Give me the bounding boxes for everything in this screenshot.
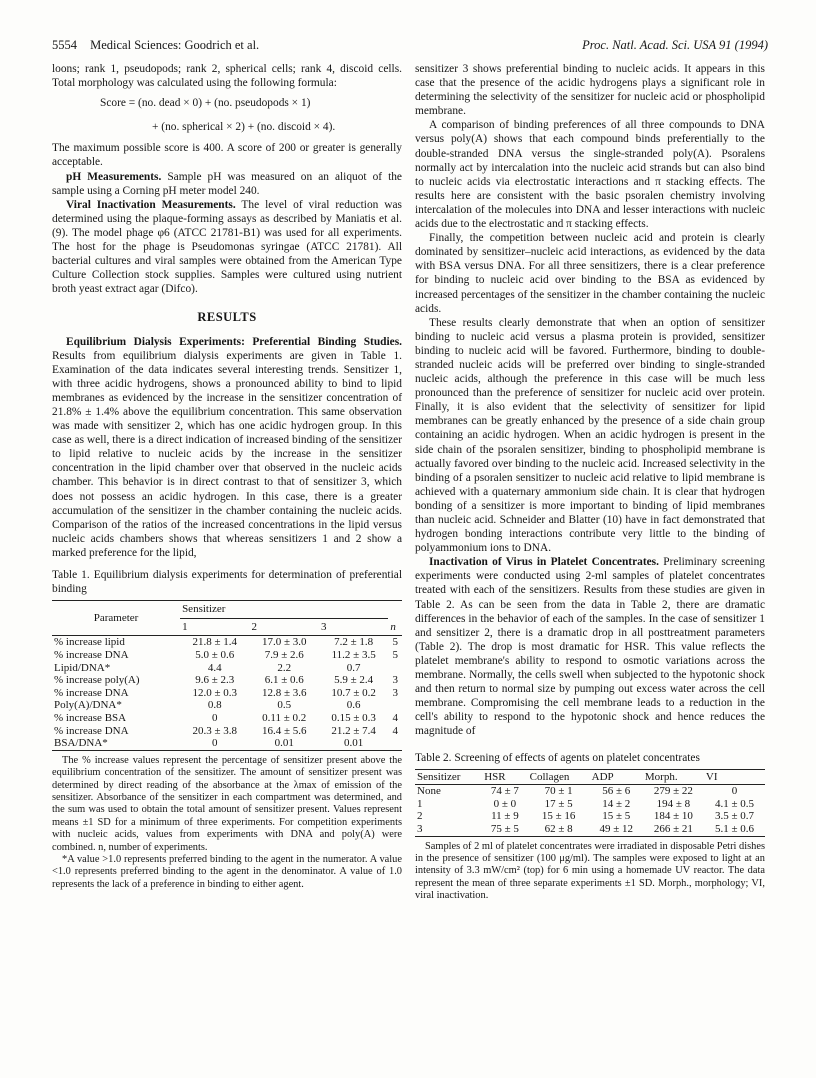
- viral-runin-heading: Viral Inactivation Measurements.: [66, 198, 236, 211]
- table1-cell-parameter: % increase poly(A): [54, 674, 140, 687]
- table2-cell-collagen: 70 ± 1: [544, 785, 573, 798]
- table2-row: [415, 785, 765, 798]
- table2-row: [415, 823, 765, 836]
- table2-body: [415, 785, 765, 836]
- table1-cell-s2: 6.1 ± 0.6: [264, 674, 304, 687]
- table2-row: [415, 798, 765, 811]
- table1-cell-n: 5: [392, 636, 398, 649]
- table1-row: [52, 725, 402, 738]
- table1-cell-n: 3: [392, 686, 398, 699]
- table1-col-3: 3: [319, 618, 388, 636]
- score-paragraph: The maximum possible score is 400. A score of 200 or greater is generally acceptable.: [52, 142, 402, 169]
- table1-caption: Table 1. Equilibrium dialysis experiments for determination of preferential binding: [52, 569, 402, 596]
- table1-cell-s3: 21.2 ± 7.4: [331, 724, 376, 737]
- score-formula: [52, 96, 402, 134]
- table2-cell-hsr: 0 ± 0: [493, 797, 517, 810]
- table2-cell-sensitizer: None: [417, 785, 441, 798]
- table1-cell-s2: 17.0 ± 3.0: [261, 636, 307, 649]
- table2-cell-vi: 3.5 ± 0.7: [714, 810, 754, 823]
- results-heading: RESULTS: [197, 310, 257, 325]
- table1-cell-s2: 7.9 ± 2.6: [264, 648, 304, 661]
- table2-cell-morph: 266 ± 21: [653, 822, 693, 835]
- table1-row: [52, 712, 402, 725]
- table2-cell-adp: 49 ± 12: [599, 822, 634, 835]
- table1-cell-s2: 16.4 ± 5.6: [261, 724, 307, 737]
- table2-cell-sensitizer: 3: [417, 822, 423, 835]
- table2-cell-adp: 14 ± 2: [602, 797, 631, 810]
- table2-cell-hsr: 11 ± 9: [491, 810, 519, 823]
- table1-cell-parameter: Lipid/DNA*: [54, 661, 111, 674]
- table1-cell-parameter: % increase DNA: [54, 648, 129, 661]
- table1-col-sensitizer: Sensitizer: [180, 601, 388, 619]
- right-paragraph-3: Finally, the competition between nucleic acid and protein is clearly dominated by sensitizer–nucleic acid interactions, as evidenced by the data with BSA versus DNA. For all three sensitizers, there is a clear preference for binding to nucleic acid over binding to the BSA as evidenced by increased percentages of the sensitizer in the chamber containing the nucleic acids.: [415, 232, 765, 315]
- table1-cell-n: 3: [392, 674, 398, 687]
- table1-cell-s3: 0.6: [346, 699, 361, 712]
- equilibrium-text: Results from equilibrium dialysis experiments are given in Table 1. Examination of the data indicates several interesting trends. Sensitizer 1, with three acidic hydrogens, shows a pronounced ability to bind to lipid membranes as evidenced by the increase in the sensitizer concentration of 21.8% ± 1.4% above the equilibrium concentration. This same observation was made with sensitizer 2, which has one acidic hydrogen group. In this case as well, there is a direct indication of increased binding of the sensitizer to lipid relative to nucleic acids by the increase in the sensitizer concentration in the lipid chamber over that observed in the nucleic acids chamber. This behavior is in direct contrast to that of sensitizer 3, which does not possess an acidic hydrogen. In this case, there is a greater accumulation of the sensitizer in the chamber containing the nucleic acids. Comparison of the ratios of the increased concentrations in the lipid versus nucleic acids chambers shows that whereas sensitizers 1 and 2 show a marked preference for the lipid,: [52, 349, 402, 559]
- table1-cell-s3: 7.2 ± 1.8: [334, 636, 374, 649]
- formula-line-2: + (no. spherical × 2) + (no. discoid × 4).: [152, 121, 336, 134]
- table2-cell-hsr: 75 ± 5: [490, 822, 519, 835]
- table1-body: [52, 636, 402, 750]
- table1-cell-parameter: % increase BSA: [54, 711, 127, 724]
- table2-col-hsr: HSR: [482, 769, 527, 785]
- table1-cell-n: 4: [392, 724, 398, 737]
- viral-text: The level of viral reduction was determined using the plaque-forming assays as described by Maniatis et al. (9). The model phage φ6 (ATCC 21781-B1) was used for all experiments. The host for the phage is Pseudomonas syringae (ATCC 21781). All bacterial cultures and viral samples were obtained from the American Type Culture Collection stock supplies. Samples were cultured using nutrient broth yeast extract agar (Difco).: [52, 198, 402, 296]
- ph-text: Sample pH was measured on an aliquot of the sample using a Corning pH meter model 240.: [52, 170, 402, 197]
- table1-col-1: 1: [180, 618, 249, 636]
- table1-col-n: n: [390, 620, 396, 633]
- table1-cell-n: 5: [392, 648, 398, 661]
- table1-row: [52, 662, 402, 675]
- table1-cell-s1: 0: [212, 737, 218, 750]
- table1-row: [52, 687, 402, 700]
- table2-col-collagen: Collagen: [528, 769, 590, 785]
- table2-cell-hsr: 74 ± 7: [490, 785, 519, 798]
- table2-caption: Table 2. Screening of effects of agents on platelet concentrates: [415, 751, 700, 764]
- table1-cell-s1: 4.4: [207, 661, 222, 674]
- running-title: Medical Sciences: Goodrich et al.: [90, 38, 260, 52]
- table1-cell-s1: 20.3 ± 3.8: [192, 724, 238, 737]
- table2-col-morph: Morph.: [643, 769, 704, 785]
- table1-cell-s3: 10.7 ± 0.2: [331, 686, 376, 699]
- table1-cell-s1: 0.8: [207, 699, 222, 712]
- table1-cell-s3: 0.15 ± 0.3: [331, 711, 376, 724]
- table2-cell-morph: 279 ± 22: [653, 785, 693, 798]
- viral-paragraph: [52, 198, 402, 297]
- table2-cell-adp: 56 ± 6: [602, 785, 631, 798]
- table1-cell-s2: 0.01: [274, 737, 294, 750]
- ph-runin-heading: pH Measurements.: [66, 170, 162, 183]
- table1-footnote-star: *A value >1.0 represents preferred binding to the agent in the numerator. A value <1.0 represents preferred binding to the agent in the denominator. A value of 1.0 represents the lack of a preference in binding to either agent.: [52, 853, 402, 890]
- table1-cell-s1: 5.0 ± 0.6: [195, 648, 235, 661]
- table2-cell-collagen: 15 ± 16: [541, 810, 576, 823]
- table2: [415, 769, 765, 837]
- table2-cell-adp: 15 ± 5: [602, 810, 631, 823]
- table1-cell-parameter: % increase DNA: [54, 686, 129, 699]
- table2-col-adp: ADP: [590, 769, 643, 785]
- table1-cell-s2: 0.5: [277, 699, 292, 712]
- table1-cell-n: [388, 699, 402, 712]
- intro-paragraph: loons; rank 1, pseudopods; rank 2, spherical cells; rank 4, discoid cells. Total morphology was calculated using the following formula:: [52, 63, 402, 90]
- table1-footnotes: [52, 755, 402, 891]
- table1-row: [52, 636, 402, 649]
- table1-cell-s1: 0: [212, 711, 218, 724]
- equilibrium-runin-heading: Equilibrium Dialysis Experiments: Preferential Binding Studies.: [66, 335, 402, 348]
- table1-footnote-main: The % increase values represent the percentage of sensitizer present above the equilibrium concentration of the sensitizer. The amount of sensitizer present was determined by direct reading of the absorbance at the λmax of emission of the sensitizer. Absorbance of the sensitizer in each compartment was determined, and the sum was used to obtain the total amount of sensitizer present. Values represent means ±1 SD for a minimum of three experiments. For competition experiments with nucleic acids, values from experiments with DNA and poly(A) were combined. n, number of experiments.: [52, 754, 402, 853]
- running-header-left: [52, 38, 259, 53]
- table2-footnote: Samples of 2 ml of platelet concentrates were irradiated in disposable Petri dishes in the presence of sensitizer (100 μg/ml). The samples were exposed to light at an intensity of 3.3 mW/cm² (top) for 6 min using a homemade UV reactor. The data represent the mean of three separate experiments ±1 SD. Morph., morphology; VI, viral inactivation.: [415, 840, 765, 902]
- ph-paragraph: [52, 170, 402, 198]
- right-column: [415, 62, 765, 903]
- table1-cell-s3: 0.01: [344, 737, 364, 750]
- inactivation-paragraph: [415, 555, 765, 738]
- formula-line-1: Score = (no. dead × 0) + (no. pseudopods × 1): [100, 97, 311, 110]
- page-number: 5554: [52, 38, 77, 52]
- table1-row: [52, 674, 402, 687]
- table1-cell-s1: 21.8 ± 1.4: [192, 636, 238, 649]
- table1-cell-s2: 2.2: [277, 661, 292, 674]
- table2-col-sensitizer: Sensitizer: [415, 769, 482, 785]
- table1-cell-s1: 12.0 ± 0.3: [192, 686, 238, 699]
- table1-cell-n: [388, 662, 402, 675]
- table2-footnotes: [415, 841, 765, 903]
- right-paragraph-4: These results clearly demonstrate that when an option of sensitizer binding to nucleic acid versus a plasma protein is provided, sensitizer binding to nucleic acid will be favored. Furthermore, binding to double-stranded nucleic acids will be preferred over binding to single-stranded nucleic acids, although the preference in this case will be much less pronounced than the preference of sensitizer for nucleic acid over protein. Finally, it is also evident that the selectivity of sensitizer for lipid membranes can be greatly enhanced by the presence of a side chain group containing an acidic hydrogen. When an acidic hydrogen is present in the side chain of the psoralen sensitizer, binding to phospholipid membrane is actually favored over binding to the nucleic acid. Increased selectivity in the binding of a psoralen sensitizer to nucleic acid relative to lipid membrane is achieved with a quaternary ammonium side chain. It is clear that hydrogen bonding of a sensitizer is more important to binding of lipid membranes than nucleic acid. Schneider and Blatter (10) have in fact demonstrated that hydrogen bonding interactions contribute very little to the binding of polyammonium ions to DNA.: [415, 316, 765, 555]
- table2-cell-sensitizer: 1: [417, 797, 423, 810]
- table1-cell-s2: 0.11 ± 0.2: [262, 711, 307, 724]
- table2-cell-vi: 4.1 ± 0.5: [714, 797, 754, 810]
- table1-cell-parameter: Poly(A)/DNA*: [54, 699, 122, 712]
- table2-cell-morph: 184 ± 10: [653, 810, 693, 823]
- table1-col-parameter: Parameter: [52, 601, 180, 636]
- table1-col-2: 2: [250, 618, 319, 636]
- table2-cell-collagen: 62 ± 8: [544, 822, 573, 835]
- table1-row: [52, 649, 402, 662]
- journal-citation: Proc. Natl. Acad. Sci. USA 91 (1994): [582, 38, 768, 52]
- table1-cell-parameter: % increase lipid: [54, 636, 125, 649]
- left-column: [52, 62, 402, 891]
- table1-cell-parameter: BSA/DNA*: [54, 737, 108, 750]
- table1: [52, 600, 402, 751]
- table2-cell-collagen: 17 ± 5: [544, 797, 573, 810]
- table1-cell-s3: 0.7: [346, 661, 361, 674]
- table2-row: [415, 810, 765, 823]
- table2-cell-sensitizer: 2: [417, 810, 423, 823]
- table1-cell-n: 4: [392, 711, 398, 724]
- table2-cell-vi: 0: [731, 785, 738, 798]
- table1-cell-s3: 11.2 ± 3.5: [331, 648, 376, 661]
- table1-cell-parameter: % increase DNA: [54, 724, 129, 737]
- equilibrium-paragraph: [52, 335, 402, 561]
- inactivation-runin-heading: Inactivation of Virus in Platelet Concentrates.: [429, 556, 659, 569]
- table1-cell-s2: 12.8 ± 3.6: [261, 686, 307, 699]
- table1-cell-s3: 5.9 ± 2.4: [334, 674, 374, 687]
- table1-cell-n: [388, 737, 402, 750]
- table2-cell-morph: 194 ± 8: [656, 797, 691, 810]
- right-paragraph-1: sensitizer 3 shows preferential binding to nucleic acids. It appears in this case that the presence of the acidic hydrogens plays a significant role in determining the selectivity of the sensitizer for nucleic acid or phospholipid membrane.: [415, 63, 765, 118]
- table2-cell-vi: 5.1 ± 0.6: [714, 822, 754, 835]
- inactivation-text: Preliminary screening experiments were conducted using 2-ml samples of platelet concentrates treated with each of the sensitizers. Results from these studies are given in Table 2. As can be seen from the data in Table 2, there are dramatic differences in the behavior of each of the samples. In the case of sensitizer 1 and sensitizer 2, there is a dramatic drop in all posttreatment parameters (Table 2). The drop is most dramatic for HSR. This value reflects the platelet membrane's ability to respond to osmotic variations across the membrane. Normally, the cells swell when subjected to the hypotonic shock and then return to normal size by pumping out excess water across the cell membrane. Compromising the cell membrane leads to a reduction in the cell's ability to respond to the hypotonic shock and hence reduces the magnitude of: [415, 556, 765, 738]
- right-paragraph-2: A comparison of binding preferences of all three compounds to DNA versus poly(A) shows that each compound binds preferentially to the double-stranded DNA versus the single-stranded poly(A). Psoralens normally act by intercalation into the nucleic acid strands but can also bind to nucleic acids via electrostatic interactions and π stacking effects. The results here are consistent with the basic psoralen chemistry involving intercalation of the molecules into DNA and lesser interactions with nucleic acids due to the electrostatic and π stacking effects.: [415, 119, 765, 231]
- table2-col-vi: VI: [704, 769, 765, 785]
- table1-cell-s1: 9.6 ± 2.3: [195, 674, 235, 687]
- table1-row: [52, 699, 402, 712]
- table1-row: [52, 737, 402, 750]
